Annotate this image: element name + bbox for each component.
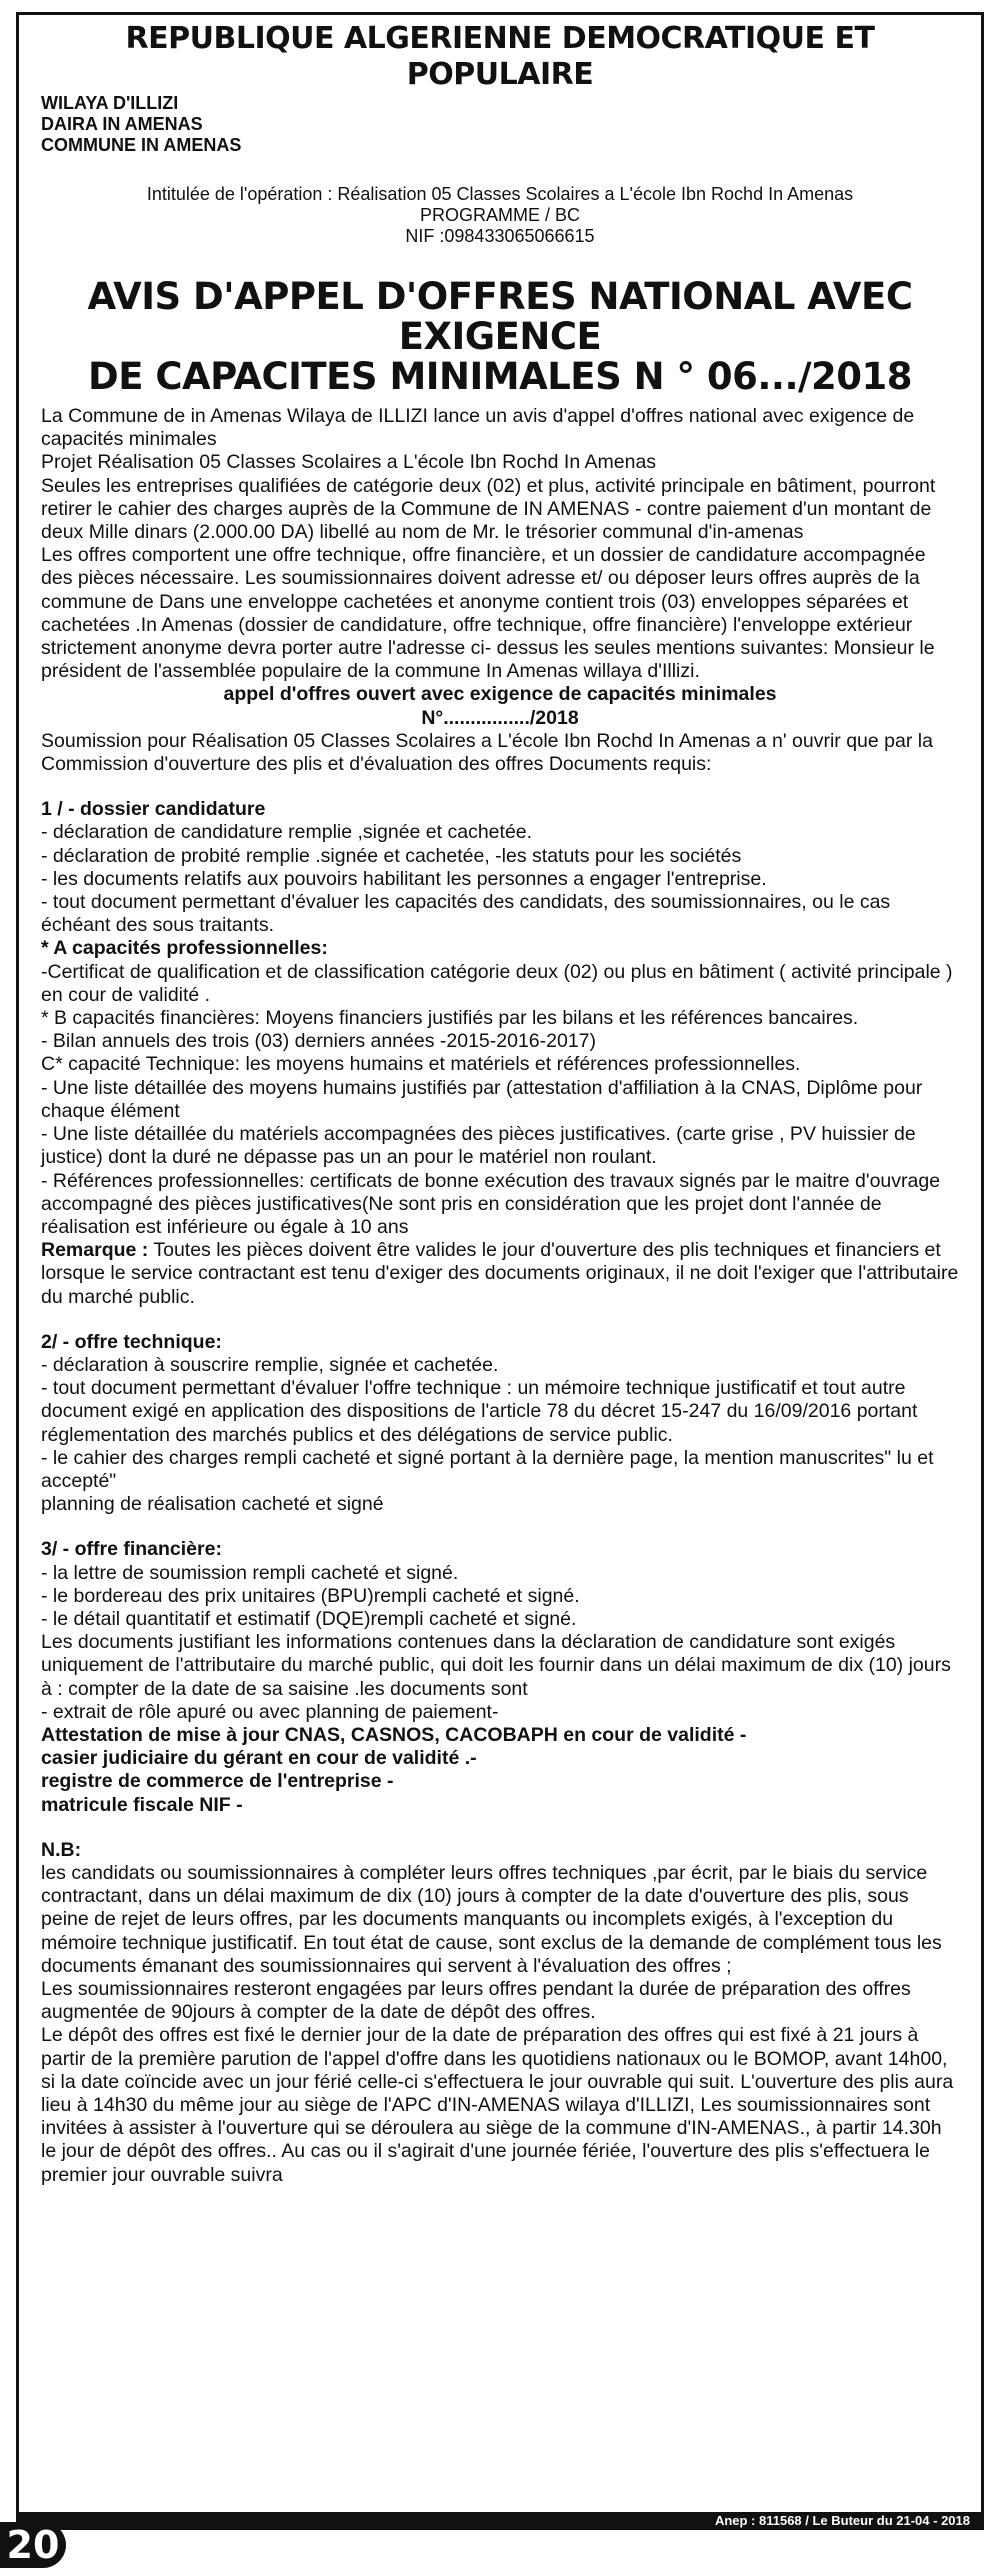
list-item: * B capacités financières: Moyens financiers justifiés par les bilans et les références bancaires. xyxy=(41,1007,859,1030)
notice-title-line2: DE CAPACITES MINIMALES N ° 06.../2018 xyxy=(87,355,912,398)
list-item: - déclaration à souscrire remplie, signée et cachetée. xyxy=(41,1353,499,1376)
republic-heading: REPUBLIQUE ALGERIENNE DEMOCRATIQUE ET POPULAIRE xyxy=(125,21,875,92)
nb-paragraph: Les soumissionnaires resteront engagées par leurs offres pendant la durée de préparation des offres augmentée de 90jours à compter de la date de dépôt des offres. xyxy=(41,1978,911,2024)
operation-title: Intitulée de l'opération : Réalisation 05 Classes Scolaires a L'école Ibn Rochd In Amenas xyxy=(146,184,854,204)
list-item: document exigé en application des dispositions de l'article 78 du décret 15-247 du 16/09/2016 portant réglementation des marchés publics et des délégations de service public. xyxy=(41,1400,918,1446)
list-item: Attestation de mise à jour CNAS, CASNOS, CACOBAPH en cour de validité - xyxy=(41,1723,747,1746)
notice-frame xyxy=(16,12,984,2522)
notice-title xyxy=(41,277,959,397)
section3-title: 3/ - offre financière: xyxy=(41,1538,222,1561)
list-item: casier judiciaire du gérant en cour de validité .- xyxy=(41,1747,477,1770)
list-item: planning de réalisation cacheté et signé xyxy=(41,1493,384,1516)
list-item: - la lettre de soumission rempli cacheté et signé. xyxy=(41,1561,459,1584)
capacity-a-title: * A capacités professionnelles: xyxy=(41,937,328,960)
page-number: 20 xyxy=(0,2522,66,2568)
notice-body xyxy=(41,405,959,2187)
daira-label: DAIRA IN AMENAS xyxy=(41,114,203,134)
anep-reference: Anep : 811568 / Le Buteur du 21-04 - 2018 xyxy=(16,2512,984,2530)
remarque-text: Toutes les pièces doivent être valides le jour d'ouverture des plis techniques et financiers et lorsque le service contractant est tenu d'exiger des documents originaux, il ne doit l'exiger que l'attributaire du marché public. xyxy=(41,1239,959,1308)
intro-paragraph: Les offres comportent une offre technique, offre financière, et un dossier de candidature accompagnée des pièces nécessaire. Les soumissionnaires doivent adresse et/ ou déposer leurs offres auprès de la commune de Dans une enveloppe cachetées et anonyme contient trois (03) enveloppes séparées et cachetées .In Amenas (dossier de candidature, offre technique, offre financière) l'enveloppe extérieur strictement anonyme devra porter autre l'adresse ci- dessus les seules mentions suivantes: Monsieur le président de l'assemblée populaire de la commune In Amenas willaya d'Illizi. xyxy=(41,544,935,683)
list-item: Les documents justifiant les informations contenues dans la déclaration de candidature sont exigés uniquement de l'attributaire du marché public, qui doit les fournir dans un délai maximum de dix (10) jours à : compter de la date de sa saisine .les documents sont xyxy=(41,1631,951,1700)
list-item: - déclaration de candidature remplie ,signée et cachetée. xyxy=(41,821,533,844)
mention-line2: N°................/2018 xyxy=(421,706,579,729)
list-item: - tout document permettant d'évaluer l'offre technique : un mémoire technique justificatif et tout autre xyxy=(41,1377,906,1400)
programme-label: PROGRAMME / BC xyxy=(419,205,580,225)
list-item: - les documents relatifs aux pouvoirs habilitant les personnes a engager l'entreprise. xyxy=(41,867,767,890)
nif-label: NIF :098433065066615 xyxy=(405,226,595,246)
commune-label: COMMUNE IN AMENAS xyxy=(41,135,242,155)
wilaya-label: WILAYA D'ILLIZI xyxy=(41,93,179,113)
list-item: - tout document permettant d'évaluer les capacités des candidats, des soumissionnaires, ou le cas échéant des sous traitants. xyxy=(41,891,891,937)
nb-paragraph: les candidats ou soumissionnaires à compléter leurs offres techniques ,par écrit, par le biais du service contractant, dans un délai maximum de dix (10) jours à compter de la date d'ouverture des plis, sous peine de rejet de leurs offres, par les documents manquants ou incomplets exigés, à l'exception du mémoire technique justificatif. En tout état de cause, sont exclus de la demande de complément tous les documents émanant des soumissionnaires qui servent à l'évaluation des offres ; xyxy=(41,1861,942,1977)
list-item: - déclaration de probité remplie .signée et cachetée, -les statuts pour les sociétés xyxy=(41,844,742,867)
soumission-paragraph: Soumission pour Réalisation 05 Classes Scolaires a L'école Ibn Rochd In Amenas a n' ouvrir que par la Commission d'ouverture des plis et d'évaluation des offres Documents requis: xyxy=(41,729,933,776)
list-item: - Une liste détaillée du matériels accompagnées des pièces justificatives. (carte grise , PV huissier de justice) dont la duré ne dépasse pas un an pour le matériel non roulant. xyxy=(41,1123,916,1169)
notice-title-line1: AVIS D'APPEL D'OFFRES NATIONAL AVEC EXIGENCE xyxy=(87,275,913,358)
section2-title: 2/ - offre technique: xyxy=(41,1330,222,1353)
list-item: - extrait de rôle apuré ou avec planning de paiement- xyxy=(41,1700,499,1723)
list-item: C* capacité Technique: les moyens humains et matériels et références professionnelles. xyxy=(41,1053,801,1076)
nb-title: N.B: xyxy=(41,1838,82,1861)
intro-paragraph: Seules les entreprises qualifiées de catégorie deux (02) et plus, activité principale en bâtiment, pourront retirer le cahier des charges auprès de la Commune de IN AMENAS - contre paiement d'un montant de deux Mille dinars (2.000.00 DA) libellé au nom de Mr. le trésorier communal d'in-amenas xyxy=(41,474,936,544)
list-item: - le cahier des charges rempli cacheté et signé portant à la dernière page, la mention manuscrites" lu et accepté" xyxy=(41,1446,934,1492)
nb-paragraph: Le dépôt des offres est fixé le dernier jour de la date de préparation des offres qui est fixé à 21 jours à partir de la première parution de l'appel d'offre dans les quotidiens nationaux ou le BOMOP, avant 14h00, si la date coïncide avec un jour férié celle-ci s'effectuera le jour ouvrable qui suit. L'ouverture des plis aura lieu à 14h30 du même jour au siège de l'APC d'IN-AMENAS wilaya d'ILLIZI, Les soumissionnaires sont invitées à assister à l'ouverture qui se déroulera au siège de la commune d'IN-AMENAS., à partir 14.30h le jour de dépôt des offres.. Au cas ou il s'agirait d'une journée fériée, l'ouverture des plis s'effectuera le premier jour ouvrable suivra xyxy=(41,2024,954,2186)
list-item: -Certificat de qualification et de classification catégorie deux (02) ou plus en bâtiment ( activité principale ) en cour de validité . xyxy=(41,960,953,1006)
list-item: - le bordereau des prix unitaires (BPU)rempli cacheté et signé. xyxy=(41,1584,580,1607)
remarque-paragraph xyxy=(41,1239,959,1309)
list-item: - Une liste détaillée des moyens humains justifiés par (attestation d'affiliation à la CNAS, Diplôme pour chaque élément xyxy=(41,1076,923,1122)
list-item: registre de commerce de l'entreprise - xyxy=(41,1770,394,1793)
section1-title: 1 / - dossier candidature xyxy=(41,798,266,821)
list-item: matricule fiscale NIF - xyxy=(41,1793,243,1816)
remarque-label: Remarque : xyxy=(41,1239,149,1262)
operation-info xyxy=(41,184,959,247)
intro-paragraph: La Commune de in Amenas Wilaya de ILLIZI lance un avis d'appel d'offres national avec exigence de capacités minimales xyxy=(41,405,915,451)
list-item: - Références professionnelles: certificats de bonne exécution des travaux signés par le maitre d'ouvrage accompagné des pièces justificatives(Ne sont pris en considération que les projet dont l'année de réalisation est inférieure ou égale à 10 ans xyxy=(41,1169,941,1238)
list-item: - Bilan annuels des trois (03) derniers années -2015-2016-2017) xyxy=(41,1030,596,1053)
mention-line1: appel d'offres ouvert avec exigence de capacités minimales xyxy=(223,683,777,706)
intro-paragraph: Projet Réalisation 05 Classes Scolaires a L'école Ibn Rochd In Amenas xyxy=(41,451,657,474)
list-item: - le détail quantitatif et estimatif (DQE)rempli cacheté et signé. xyxy=(41,1607,577,1630)
